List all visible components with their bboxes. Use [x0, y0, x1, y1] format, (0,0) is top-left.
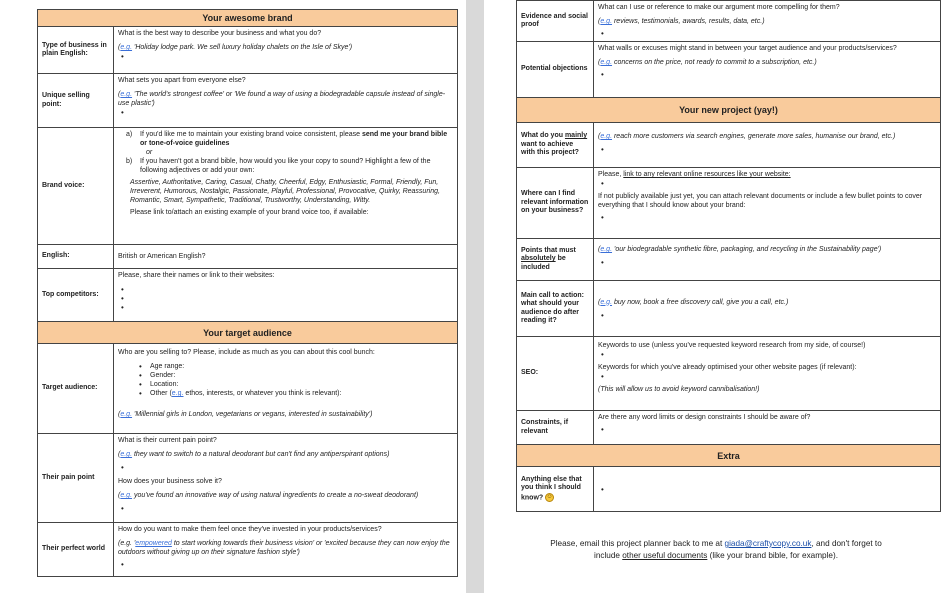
seo-cell[interactable] [594, 337, 941, 411]
world-question: How do you want to make them feel once they've invested in your products/services? [118, 526, 382, 533]
pain-example-2: you've found an innovative way of using natural ingredients to create a no-sweat deodorant) [132, 492, 419, 499]
world-example-word: empowered [135, 540, 172, 547]
seo-label: SEO: [517, 337, 594, 411]
usp-label: Unique selling point: [38, 74, 114, 128]
info-link[interactable]: link to any relevant online resources like your website: [623, 171, 791, 178]
cta-answer-bullet[interactable] [598, 311, 936, 320]
left-page [0, 0, 466, 593]
english-cell[interactable] [114, 245, 458, 269]
anything-answer-bullet[interactable] [598, 485, 936, 494]
email-link[interactable]: giada@craftycopy.co.uk [724, 539, 812, 548]
voice-adjectives[interactable]: Assertive, Authoritative, Caring, Casual, Chatty, Cheerful, Edgy, Enthusiastic, Formal, Friendly, Fun, Irreverent, Humorous, Nostalgic, Passionate, Playful, Professional, Provocative, Quirky, Reassuring, Romantic, Smart, Sympathetic, Traditional, Trustworthy, Understanding, Witty. [130, 179, 440, 204]
voice-option-a: If you'd like me to maintain your existing brand voice consistent, please [140, 131, 362, 138]
world-example: to start working towards their business vision' or 'excited because they can now enjoy the outdoors without giving up on their signature fashion style') [118, 540, 450, 556]
points-answer-bullet[interactable] [598, 258, 936, 267]
audience-header: Your target audience [38, 322, 458, 344]
audience-other[interactable]: • Other (e.g. ethos, interests, or whatever you think is relevant): [136, 389, 453, 398]
project-table [516, 0, 941, 512]
constraints-answer-bullet[interactable] [598, 425, 936, 434]
pain-example: they want to switch to a natural deodorant but can't find any antiperspirant options) [132, 451, 390, 458]
business-cell[interactable]: What is the best way to describe your business and what you do? (e.g. 'Holiday lodge park. We sell luxury holiday chalets on the Isle of Skye') • [114, 27, 458, 74]
voice-link-note: Please link to/attach an existing example of your brand voice too, if available: [130, 209, 369, 216]
audience-cell[interactable]: Who are you selling to? Please, include as much as you can about this cool bunch: • Age range: • Gender: • Location: • Other (e.g. ethos, interests, or whatever you think is relevant): (e.g. 'Millennial girls in London, vegetarians or vegans, interested in sustainability') [114, 344, 458, 434]
evidence-label: Evidence and social proof [517, 1, 594, 42]
usp-question: What sets you apart from everyone else? [118, 77, 246, 84]
pain-question-2: How does your business solve it? [118, 478, 222, 485]
info-prefix: Please, [598, 171, 624, 178]
seo-keywords-optimised: Keywords for which you've already optimised your other website pages (if relevant): [598, 364, 857, 371]
business-label: Type of business in plain English: [38, 27, 114, 74]
pain-eg: e.g. [120, 451, 133, 458]
right-page [484, 0, 948, 593]
evidence-answer-bullet[interactable] [598, 29, 936, 38]
goal-cell[interactable]: (e.g. reach more customers via search engines, generate more sales, humanise our brand, etc.) • [594, 123, 941, 168]
voice-cell[interactable]: a) If you'd like me to maintain your existing brand voice consistent, please send me your brand bible or tone-of-voice guidelines or b) If you haven't got a brand bible, how would you like your copy to sound? Highlight a few of the following adjectives or add your own: Assertive, Authoritative, Caring, Casual, Chatty, Cheerful, Edgy, Enthusiastic, Formal, Friendly, Fun, Irreverent, Humorous, Nostalgic, Passionate, Playful, Professional, Provocative, Quirky, Reassuring, Romantic, Smart, Sympathetic, Traditional, Trustworthy, Understanding, Witty. Please link to/attach an existing example of your brand voice too, if available: [114, 128, 458, 245]
goal-answer-bullet[interactable] [598, 145, 936, 154]
audience-question: Who are you selling to? Please, include as much as you can about this cool bunch: [118, 349, 375, 356]
seo-keywords-use-bullet[interactable] [598, 350, 936, 359]
audience-gender[interactable]: • Gender: [136, 371, 453, 380]
objections-label: Potential objections [517, 42, 594, 98]
cta-example: buy now, book a free discovery call, give you a call, etc.) [612, 298, 789, 306]
world-cell[interactable] [114, 523, 458, 577]
seo-keywords-optimised-bullet[interactable] [598, 372, 936, 381]
info-label: Where can I find relevant information on your business? [517, 168, 594, 239]
points-example: 'our biodegradable synthetic fibre, packaging, and recycling in the Sustainability page') [612, 246, 882, 253]
english-label: English: [38, 245, 114, 269]
pain-eg-2: e.g. [120, 492, 133, 499]
voice-label: Brand voice: [38, 128, 114, 245]
audience-age[interactable]: • Age range: [136, 362, 453, 371]
business-answer-bullet[interactable] [118, 52, 453, 61]
page-gutter [466, 0, 484, 593]
usp-eg: e.g. [120, 91, 133, 98]
objections-example: concerns on the price, not ready to commit to a subscription, etc.) [612, 59, 817, 66]
business-example: 'Holiday lodge park. We sell luxury holiday chalets on the Isle of Skye') [132, 44, 353, 51]
seo-note: (This will allow us to avoid keyword cannibalisation!) [598, 386, 760, 393]
competitor-bullet-2[interactable] [118, 294, 453, 303]
usp-answer-bullet[interactable] [118, 108, 453, 117]
evidence-question: What can I use or reference to make our argument more compelling for them? [598, 4, 840, 11]
goal-label: What do you mainly want to achieve with this project? [517, 123, 594, 168]
goal-eg: e.g. [600, 133, 613, 140]
cta-eg: e.g. [600, 298, 613, 306]
info-note-bullet[interactable] [598, 213, 936, 222]
documents-link[interactable]: other useful documents [622, 551, 708, 560]
world-example-prefix: (e.g. ' [118, 540, 136, 547]
audience-label: Target audience: [38, 344, 114, 434]
objections-cell[interactable]: What walls or excuses might stand in between your target audience and your products/services? (e.g. concerns on the price, not ready to commit to a subscription, etc.) • [594, 42, 941, 98]
voice-option-a-bold: send me your brand bible or tone-of-voice guidelines [140, 131, 448, 147]
constraints-question: Are there any word limits or design constraints I should be aware of? [598, 414, 811, 421]
points-label: Points that must absolutely be included [517, 239, 594, 281]
info-note: If not publicly available just yet, you can attach relevant documents or include a few bullet points to cover everything that I should know about your brand: [598, 193, 923, 209]
cta-label: Main call to action: what should your audience do after reading it? [517, 281, 594, 337]
extra-header: Extra [517, 445, 941, 467]
anything-cell[interactable] [594, 467, 941, 512]
audience-eg: e.g. [120, 411, 133, 418]
world-label: Their perfect world [38, 523, 114, 577]
voice-option-b: If you haven't got a brand bible, how would you like your copy to sound? Highlight a few of the following adjectives or add your own: [140, 158, 431, 174]
english-question: British or American English? [118, 253, 206, 260]
objections-eg: e.g. [600, 59, 613, 66]
objections-answer-bullet[interactable] [598, 70, 936, 79]
competitor-bullet-3[interactable] [118, 303, 453, 312]
evidence-cell[interactable]: What can I use or reference to make our argument more compelling for them? (e.g. reviews, testimonials, awards, results, data, etc.) • [594, 1, 941, 42]
smiley-icon: ☺ [546, 493, 553, 500]
objections-question: What walls or excuses might stand in between your target audience and your products/services? [598, 45, 897, 52]
world-answer-bullet[interactable] [118, 560, 453, 569]
brand-header: Your awesome brand [38, 10, 458, 27]
anything-label: Anything else that you think I should know? ☺ [517, 467, 594, 512]
audience-example: 'Millennial girls in London, vegetarians or vegans, interested in sustainability') [132, 411, 373, 418]
business-question: What is the best way to describe your business and what you do? [118, 30, 322, 37]
business-eg: e.g. [120, 44, 133, 51]
goal-example: reach more customers via search engines, generate more sales, humanise our brand, etc.) [612, 133, 896, 140]
info-link-bullet[interactable] [598, 179, 936, 188]
pain-question: What is their current pain point? [118, 437, 217, 444]
info-cell[interactable] [594, 168, 941, 239]
pain-label: Their pain point [38, 434, 114, 523]
constraints-cell[interactable] [594, 411, 941, 445]
competitors-label: Top competitors: [38, 269, 114, 322]
constraints-label: Constraints, if relevant [517, 411, 594, 445]
competitor-bullet-1[interactable] [118, 285, 453, 294]
evidence-eg: e.g. [600, 18, 613, 25]
competitors-cell[interactable] [114, 269, 458, 322]
seo-keywords-use: Keywords to use (unless you've requested keyword research from my side, of course!) [598, 342, 866, 349]
usp-example: 'The world's strongest coffee' or 'We found a way of using a biodegradable capsule instead of single-use plastic') [118, 91, 446, 107]
footer-note: Please, email this project planner back to me at giada@craftycopy.co.uk, and don't forget to include other useful documents (like your brand bible, for example). [550, 539, 882, 560]
pain-solution-bullet[interactable] [118, 504, 453, 513]
points-cell[interactable]: (e.g. 'our biodegradable synthetic fibre, packaging, and recycling in the Sustainability page') • [594, 239, 941, 281]
voice-or: or [146, 149, 153, 156]
brand-table [37, 9, 458, 577]
cta-cell[interactable]: (e.g. buy now, book a free discovery call, give you a call, etc.) • [594, 281, 941, 337]
evidence-example: reviews, testimonials, awards, results, data, etc.) [612, 18, 765, 25]
audience-location[interactable]: • Location: [136, 380, 453, 389]
points-eg: e.g. [600, 246, 613, 253]
project-header: Your new project (yay!) [517, 98, 941, 123]
usp-cell[interactable]: What sets you apart from everyone else? (e.g. 'The world's strongest coffee' or 'We found a way of using a biodegradable capsule instead of single-use plastic') • [114, 74, 458, 128]
pain-answer-bullet[interactable] [118, 463, 453, 472]
pain-cell[interactable]: What is their current pain point? (e.g. they want to switch to a natural deodorant but can't find any antiperspirant options) • How does your business solve it? (e.g. you've found an innovative way of using natural ingredients to create a no-sweat deodorant) • [114, 434, 458, 523]
competitors-question: Please, share their names or link to their websites: [118, 272, 275, 279]
